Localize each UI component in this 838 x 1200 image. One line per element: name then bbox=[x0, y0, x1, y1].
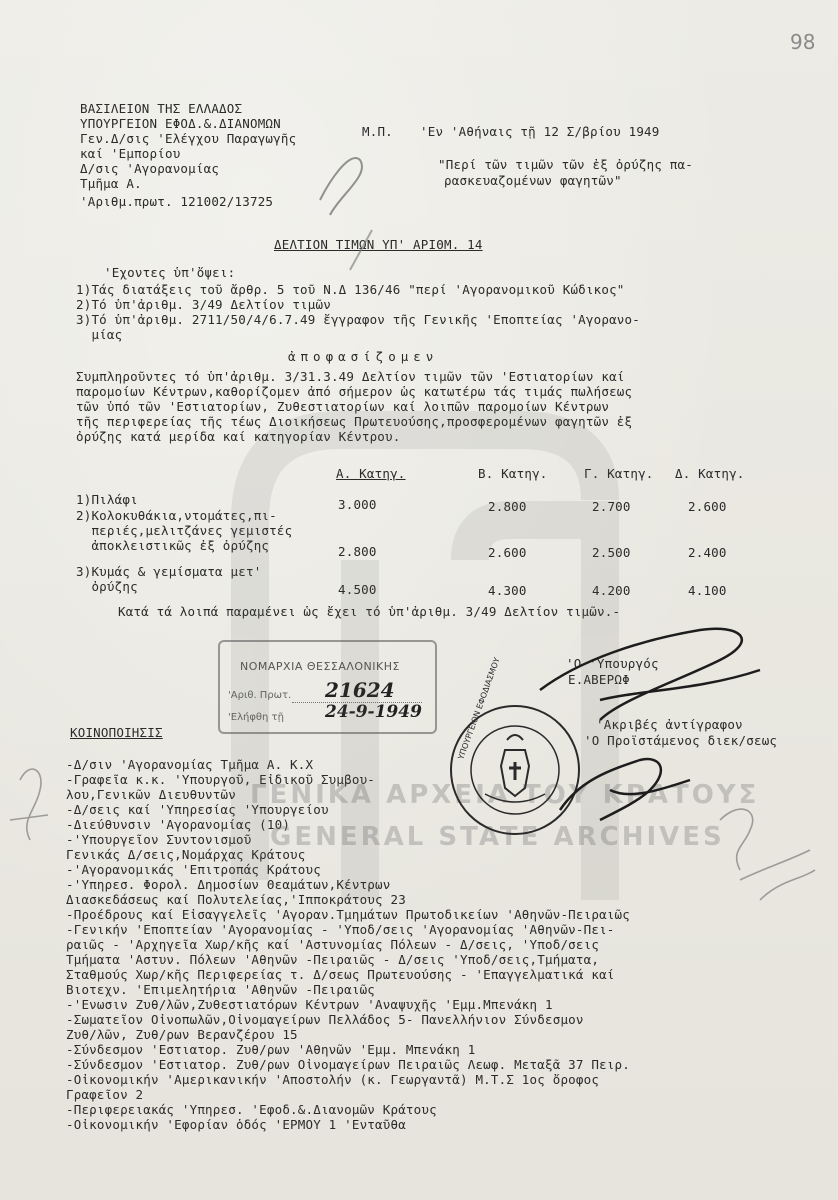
row-3-a: 4.500 bbox=[338, 582, 377, 597]
distribution-item: -'Υπηρεσ. Φορολ. Δημοσίων Θεαμάτων,Κέντρων bbox=[66, 877, 391, 892]
row-3-d: 4.100 bbox=[688, 583, 727, 598]
distribution-item: Διασκεδάσεως καί Πολυτελείας,'Ιπποκράτους 23 bbox=[66, 892, 406, 907]
pencil-mark-icon bbox=[320, 158, 362, 215]
header-line-4: καί 'Εμπορίου bbox=[80, 146, 181, 161]
distribution-item: -Δ/σιν 'Αγορανομίας Τμῆμα Α. Κ.Χ bbox=[66, 757, 314, 772]
row-3-c: 4.200 bbox=[592, 583, 631, 598]
minister-name: Ε.ΑΒΕΡΩΦ bbox=[568, 672, 630, 687]
col-a: Α. Κατηγ. bbox=[336, 466, 406, 481]
body-line-2: παρομοίων Κέντρων,καθορίζομεν ἀπό σήμερον ὡς κατωτέρω τάς τιμάς πωλήσεως bbox=[76, 384, 633, 399]
svg-text:ΥΠΟΥΡΓΕΙΟΝ ΕΦΟΔΙΑΣΜΟΥ: ΥΠΟΥΡΓΕΙΟΝ ΕΦΟΔΙΑΣΜΟΥ bbox=[456, 656, 502, 761]
row-3-label-1: 3)Κυμάς & γεμίσματα μετ' bbox=[76, 564, 262, 579]
row-2-b: 2.600 bbox=[488, 545, 527, 560]
distribution-item: Ζυθ/λῶν, Ζυθ/ρων Βερανζέρου 15 bbox=[66, 1027, 298, 1042]
subject-line-1: "Περί τῶν τιμῶν τῶν ἐξ ὀρύζης πα- bbox=[438, 157, 693, 172]
stamp-protocol-label: 'Αριθ. Πρωτ. bbox=[228, 690, 292, 701]
col-b: Β. Κατηγ. bbox=[478, 466, 548, 481]
distribution-item: -Οἰκονομικήν 'Αμερικανικήν 'Αποστολήν (κ. Γεωργαντᾶ) Μ.Τ.Σ 1ος ὄροφος bbox=[66, 1072, 600, 1087]
consideration-3: 3)Τό ὑπ'ἀριθμ. 2711/50/4/6.7.49 ἔγγραφον τῆς Γενικῆς 'Εποπτείας 'Αγορανο- bbox=[76, 312, 640, 327]
header-line-3: Γεν.Δ/σις 'Ελέγχου Παραγωγῆς bbox=[80, 131, 297, 146]
distribution-item: -Προέδρους καί Εἰσαγγελεῖς 'Αγοραν.Τμημάτων Πρωτοδικείων 'Αθηνῶν-Πειραιῶς bbox=[66, 907, 630, 922]
row-1-a: 3.000 bbox=[338, 497, 377, 512]
distribution-item: -'Υπουργεῖον Συντονισμοῦ bbox=[66, 832, 252, 847]
distribution-item: -Σύνδεσμον 'Εστιατορ. Ζυθ/ρων Οἰνομαγείρων Πειραιῶς Λεωφ. Μεταξᾶ 37 Πειρ. bbox=[66, 1057, 630, 1072]
consideration-1: 1)Τάς διατάξεις τοῦ ἄρθρ. 5 τοῦ Ν.Δ 136/46 "περί 'Αγορανομικοῦ Κώδικος" bbox=[76, 282, 625, 297]
distribution-item: -'Ενωσιν Ζυθ/λῶν,Ζυθεστιατόρων Κέντρων 'Αναψυχῆς 'Εμμ.Μπενάκη 1 bbox=[66, 997, 553, 1012]
consideration-3-cont: μίας bbox=[76, 327, 123, 342]
row-2-label-3: ἀποκλειστικῶς ἐξ ὀρύζης bbox=[76, 538, 270, 553]
header-line-6: Τμῆμα Α. bbox=[80, 176, 142, 191]
stamp-received-date: 24-9-1949 bbox=[325, 702, 422, 722]
date-line: 'Εν 'Αθήναις τῇ 12 Σ/βρίου 1949 bbox=[420, 124, 660, 139]
document-title: ΔΕΛΤΙΟΝ ΤΙΜΩΝ ΥΠ' ΑΡΙΘΜ. 14 bbox=[274, 237, 483, 252]
distribution-item: -Γραφεῖα κ.κ. 'Υπουργοῦ, Εἰδικοῦ Συμβου- bbox=[66, 772, 376, 787]
row-1-d: 2.600 bbox=[688, 499, 727, 514]
stamp-title: ΝΟΜΑΡΧΙΑ ΘΕΣΣΑΛΟΝΙΚΗΣ bbox=[240, 660, 400, 673]
pencil-slash-icon bbox=[350, 230, 372, 270]
body-line-1: Συμπληροῦντες τό ὑπ'ἀριθμ. 3/31.3.49 Δελτίον τιμῶν τῶν 'Εστιατορίων καί bbox=[76, 369, 625, 384]
row-2-c: 2.500 bbox=[592, 545, 631, 560]
row-2-label-2: περιές,μελιτζάνες γεμιστές bbox=[76, 523, 293, 538]
distribution-item: Σταθμούς Χωρ/κῆς Περιφερείας τ. Δ/σεως Πρωτευούσης - 'Επαγγελματικά καί bbox=[66, 967, 615, 982]
distribution-item: -Δ/σεις καί 'Υπηρεσίας 'Υπουργείου bbox=[66, 802, 329, 817]
true-copy: 'Ακριβές ἀντίγραφον bbox=[596, 717, 743, 732]
distribution-item: -Διεύθυνσιν 'Αγορανομίας (10) bbox=[66, 817, 291, 832]
minister-title: 'Ο 'Υπουργός bbox=[566, 656, 659, 671]
distribution-item: Γραφεῖον 2 bbox=[66, 1087, 144, 1102]
distribution-item: Τμήματα 'Αστυν. Πόλεων 'Αθηνῶν -Πειραιῶς - Δ/σεις 'Υποδ/σεις,Τμήματα, bbox=[66, 952, 600, 967]
body-line-4: τῆς περιφερείας τῆς τέως Διοικήσεως Πρωτευούσης,προσφερομένων φαγητῶν ἐξ bbox=[76, 414, 633, 429]
minister-signature-icon bbox=[540, 629, 760, 720]
watermark-emblem-icon bbox=[250, 430, 600, 900]
header-line-2: ΥΠΟΥΡΓΕΙΟΝ ΕΦΟΔ.&.ΔΙΑΝΟΜΩΝ bbox=[80, 116, 281, 131]
remainder-note: Κατά τά λοιπά παραμένει ὡς ἔχει τό ὑπ'ἀριθμ. 3/49 Δελτίον τιμῶν.- bbox=[118, 604, 621, 619]
row-3-label-2: ὀρύζης bbox=[76, 579, 138, 594]
distribution-item: Γενικάς Δ/σεις,Νομάρχας Κράτους bbox=[66, 847, 306, 862]
stamp-protocol-number: 21624 bbox=[325, 678, 395, 702]
distribution-item: ραιῶς - 'Αρχηγεῖα Χωρ/κῆς καί 'Αστυνομίας Πόλεων - Δ/σεις, 'Υποδ/σεις bbox=[66, 937, 600, 952]
mp-mark: Μ.Π. bbox=[362, 124, 393, 139]
page-number: 98 bbox=[790, 30, 816, 54]
col-c: Γ. Κατηγ. bbox=[584, 466, 654, 481]
row-3-b: 4.300 bbox=[488, 583, 527, 598]
margin-note-right-icon bbox=[720, 809, 815, 900]
row-2-a: 2.800 bbox=[338, 544, 377, 559]
copy-certifier: 'Ο Προϊστάμενος διεκ/σεως bbox=[584, 733, 778, 748]
distribution-item: Βιοτεχν. 'Επιμελητήρια 'Αθηνῶν -Πειραιῶς bbox=[66, 982, 376, 997]
row-1-b: 2.800 bbox=[488, 499, 527, 514]
consideration-2: 2)Τό ὑπ'ἀριθμ. 3/49 Δελτίον τιμῶν bbox=[76, 297, 331, 312]
protocol-number: 'Αριθμ.πρωτ. 121002/13725 bbox=[80, 194, 274, 209]
watermark-greek: ΓΕΝΙΚΑ ΑΡΧΕΙΑ ΤΟΥ ΚΡΑΤΟΥΣ bbox=[250, 780, 760, 810]
considering: 'Εχοντες ὑπ'ὄψει: bbox=[104, 265, 236, 280]
stamp-received-label: 'Ελήφθη τῇ bbox=[228, 712, 284, 723]
row-1-c: 2.700 bbox=[592, 499, 631, 514]
distribution-item: -Περιφερειακάς 'Υπηρεσ. 'Εφοδ.&.Διανομῶν Κράτους bbox=[66, 1102, 437, 1117]
row-2-label-1: 2)Κολοκυθάκια,ντομάτες,πι- bbox=[76, 508, 277, 523]
row-2-d: 2.400 bbox=[688, 545, 727, 560]
header-line-1: ΒΑΣΙΛΕΙΟΝ ΤΗΣ ΕΛΛΑΔΟΣ bbox=[80, 101, 243, 116]
distribution-item: -Οἰκονομικήν 'Εφορίαν ὁδός 'ΕΡΜΟΥ 1 'Ενταῦθα bbox=[66, 1117, 406, 1132]
distribution-item: -'Αγορανομικάς 'Επιτροπάς Κράτους bbox=[66, 862, 321, 877]
body-line-5: ὀρύζης κατά μερίδα καί κατηγορίαν Κέντρου. bbox=[76, 429, 401, 444]
distribution-item: -Σύνδεσμον 'Εστιατορ. Ζυθ/ρων 'Αθηνῶν 'Εμμ. Μπενάκη 1 bbox=[66, 1042, 476, 1057]
body-line-3: τῶν ὑπό τῶν 'Εστιατορίων, Ζυθεστιατορίων καί λοιπῶν παρομοίων Κέντρων bbox=[76, 399, 610, 414]
we-decide: ἀποφασίζομεν bbox=[288, 349, 439, 364]
margin-note-left-icon bbox=[10, 769, 48, 840]
col-d: Δ. Κατηγ. bbox=[675, 466, 745, 481]
watermark-english: GENERAL STATE ARCHIVES bbox=[270, 822, 725, 852]
header-line-5: Δ/σις 'Αγορανομίας bbox=[80, 161, 220, 176]
distribution-item: -Γενικήν 'Εποπτείαν 'Αγορανομίας - 'Υποδ/σεις 'Αγορανομίας 'Αθηνῶν-Πει- bbox=[66, 922, 615, 937]
subject-line-2: ρασκευαζομένων φαγητῶν" bbox=[444, 173, 622, 188]
distribution-item: λου,Γενικῶν Διευθυντῶν bbox=[66, 787, 236, 802]
row-1-label: 1)Πιλάφι bbox=[76, 492, 138, 507]
ministry-seal-icon bbox=[451, 656, 579, 834]
distribution-item: -Σωματεῖον Οἰνοπωλῶν,Οἰνομαγείρων Πελλάδος 5- Πανελλήνιον Σύνδεσμον bbox=[66, 1012, 584, 1027]
distribution-heading: ΚΟΙΝΟΠΟΙΗΣΙΣ bbox=[70, 725, 163, 740]
